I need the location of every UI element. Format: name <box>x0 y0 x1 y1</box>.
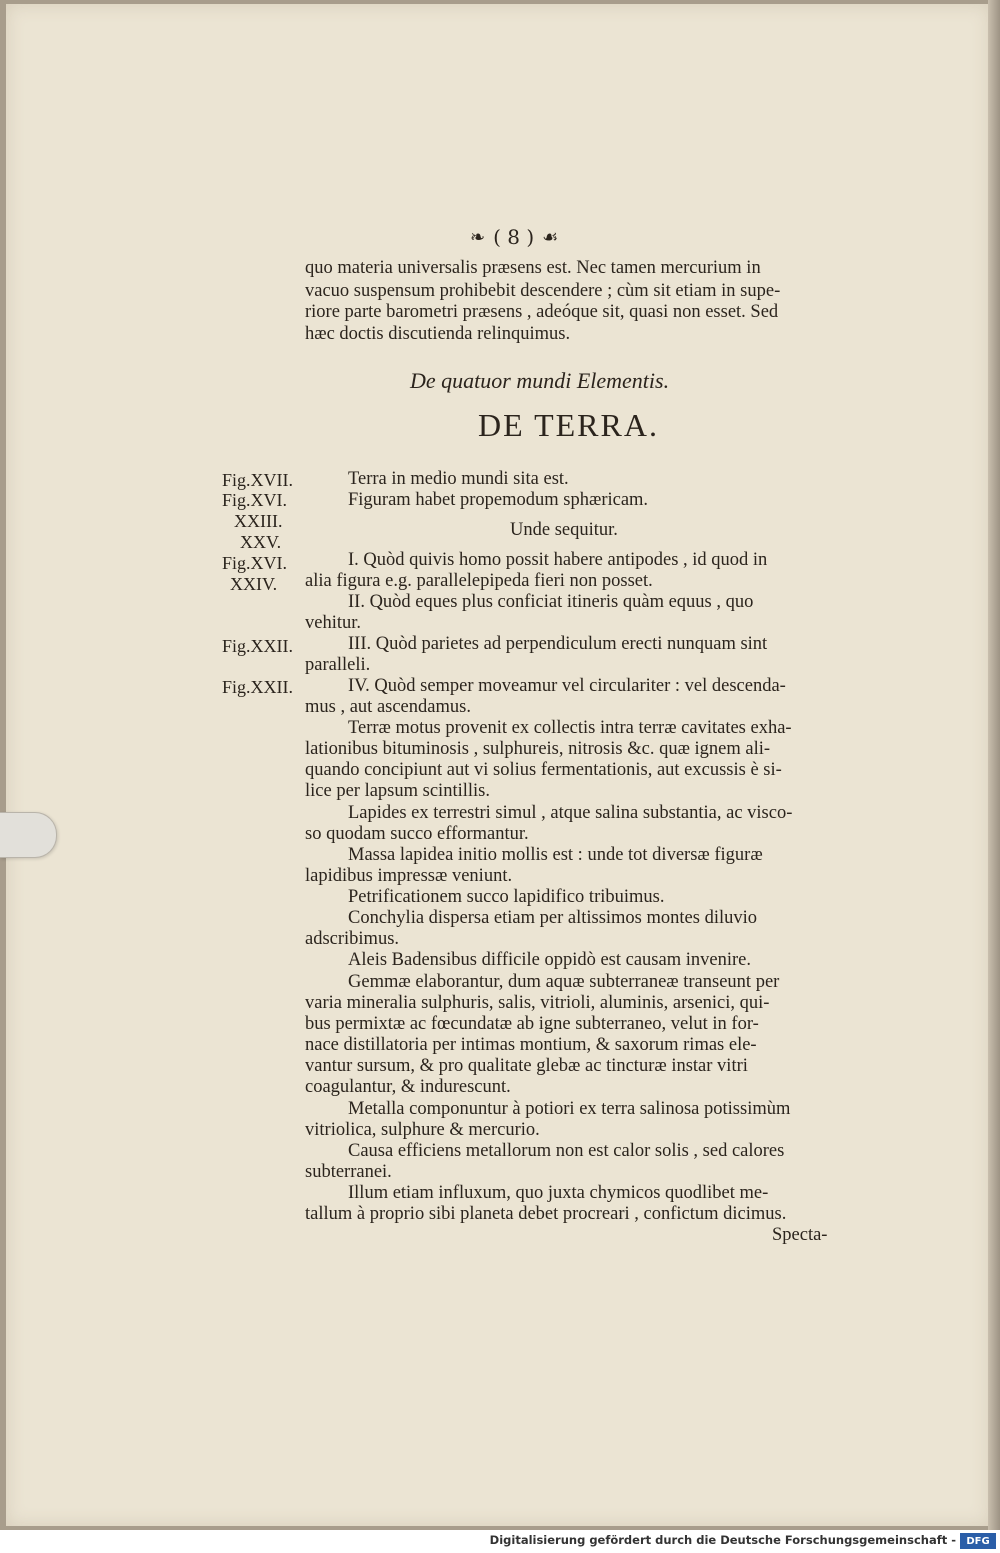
main-title: DE TERRA. <box>478 407 659 443</box>
body-line: nace distillatoria per intimas montium, & saxorum rimas ele- <box>305 1035 757 1055</box>
body-line: quando concipiunt aut vi solius fermentationis, aut excussis è si- <box>305 760 782 780</box>
intro-line: quo materia universalis præsens est. Nec tamen mercurium in <box>305 258 761 278</box>
body-line: Petrificationem succo lapidifico tribuimus. <box>348 887 665 907</box>
body-line: vehitur. <box>305 613 362 633</box>
body-line: lapidibus impressæ veniunt. <box>305 866 513 886</box>
margin-figure-ref: XXIII. <box>234 511 283 531</box>
catchword: Specta- <box>772 1225 828 1245</box>
body-line: I. Quòd quivis homo possit habere antipodes , id quod in <box>348 550 768 570</box>
body-line: Lapides ex terrestri simul , atque salina substantia, ac visco- <box>348 803 793 823</box>
body-line: Terræ motus provenit ex collectis intra terræ cavitates exha- <box>348 718 792 738</box>
body-line: Massa lapidea initio mollis est : unde tot diversæ figuræ <box>348 845 763 865</box>
page-number: ( 8 ) <box>493 225 535 249</box>
body-line: Gemmæ elaborantur, dum aquæ subterraneæ transeunt per <box>348 972 780 992</box>
body-line: lationibus bituminosis , sulphureis, nitrosis &c. quæ ignem ali- <box>305 739 771 759</box>
digitization-footer <box>0 1530 1000 1553</box>
intro-line: riore parte barometri præsens , adeóque sit, quasi non esset. Sed <box>305 302 779 322</box>
body-line: varia mineralia sulphuris, salis, vitrioli, aluminis, arsenici, qui- <box>305 993 770 1013</box>
body-line: Metalla componuntur à potiori ex terra salinosa potissimùm <box>348 1099 791 1119</box>
body-line: Aleis Badensibus difficile oppidò est causam invenire. <box>348 950 751 970</box>
body-line: Unde sequitur. <box>510 520 618 540</box>
body-line: Terra in medio mundi sita est. <box>348 469 569 489</box>
body-line: alia figura e.g. parallelepipeda fieri non posset. <box>305 571 653 591</box>
body-line: tallum à proprio sibi planeta debet procreari , confictum dicimus. <box>305 1204 787 1224</box>
body-line: lice per lapsum scintillis. <box>305 781 490 801</box>
intro-line: vacuo suspensum prohibebit descendere ; cùm sit etiam in supe- <box>305 281 781 301</box>
margin-figure-ref: Fig.XXII. <box>222 636 293 656</box>
body-line: Causa efficiens metallorum non est calor solis , sed calores <box>348 1141 785 1161</box>
body-line: bus permixtæ ac fœcundatæ ab igne subterraneo, velut in for- <box>305 1014 759 1034</box>
section-title: De quatuor mundi Elementis. <box>410 368 670 393</box>
body-line: Figuram habet propemodum sphæricam. <box>348 490 649 510</box>
body-line: IV. Quòd semper moveamur vel circulariter : vel descenda- <box>348 676 786 696</box>
body-line: paralleli. <box>305 655 371 675</box>
body-line: vitriolica, sulphure & mercurio. <box>305 1120 540 1140</box>
page-tab-marker <box>0 812 57 858</box>
body-line: II. Quòd eques plus conficiat itineris quàm equus , quo <box>348 592 754 612</box>
body-line: vantur sursum, & pro qualitate glebæ ac tincturæ instar vitri <box>305 1056 748 1076</box>
body-line: Conchylia dispersa etiam per altissimos montes diluvio <box>348 908 757 928</box>
margin-figure-ref: XXIV. <box>230 574 278 594</box>
page-edge <box>988 0 1000 1530</box>
margin-figure-ref: Fig.XVI. <box>222 553 288 573</box>
margin-figure-ref: Fig.XVII. <box>222 470 293 490</box>
margin-figure-ref: Fig.XVI. <box>222 490 288 510</box>
body-line: Illum etiam influxum, quo juxta chymicos quodlibet me- <box>348 1183 769 1203</box>
body-line: so quodam succo efformantur. <box>305 824 529 844</box>
margin-figure-ref: XXV. <box>240 532 282 552</box>
ornament-right-icon: ☙ <box>542 226 559 248</box>
body-line: mus , aut ascendamus. <box>305 697 471 717</box>
ornament-left-icon: ❧ <box>470 226 486 248</box>
margin-figure-ref: Fig.XXII. <box>222 677 293 697</box>
body-line: III. Quòd parietes ad perpendiculum erecti nunquam sint <box>348 634 768 654</box>
body-line: coagulantur, & indurescunt. <box>305 1077 511 1097</box>
dfg-logo-icon: DFG <box>960 1533 996 1549</box>
body-line: adscribimus. <box>305 929 400 949</box>
intro-line: hæc doctis discutienda relinquimus. <box>305 324 571 344</box>
body-line: subterranei. <box>305 1162 392 1182</box>
running-header <box>470 222 670 252</box>
footer-credit: Digitalisierung gefördert durch die Deutsche Forschungsgemeinschaft - <box>489 1533 956 1547</box>
